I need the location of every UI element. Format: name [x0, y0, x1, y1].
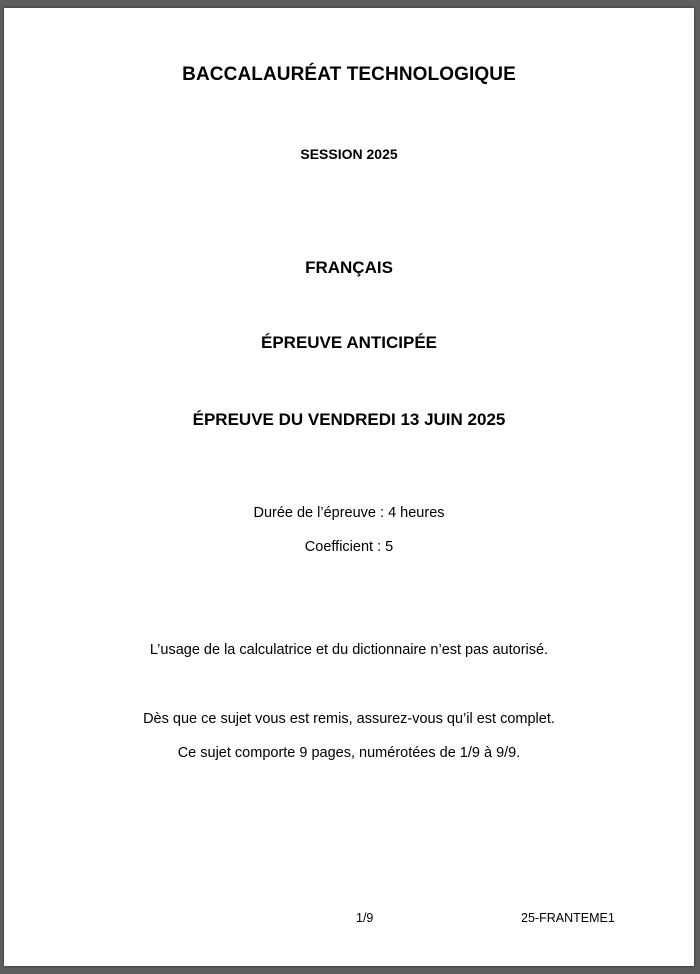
- exam-title: BACCALAURÉAT TECHNOLOGIQUE: [182, 64, 516, 85]
- completeness-notice: Dès que ce sujet vous est remis, assurez-vous qu’il est complet.: [143, 711, 555, 727]
- exam-date-label: ÉPREUVE DU VENDREDI 13 JUIN 2025: [192, 410, 506, 429]
- session-label: SESSION 2025: [300, 146, 398, 162]
- pages-notice: Ce sujet comporte 9 pages, numérotées de 1/9 à 9/9.: [177, 745, 521, 761]
- footer-document-code: 25-FRANTEME1: [521, 911, 615, 925]
- subject-label: FRANÇAIS: [305, 258, 393, 277]
- exam-type-label: ÉPREUVE ANTICIPÉE: [260, 333, 438, 352]
- document-page: [4, 8, 694, 966]
- footer-page-number: 1/9: [356, 911, 374, 925]
- calculator-notice: L’usage de la calculatrice et du dictionnaire n’est pas autorisé.: [149, 642, 549, 658]
- coefficient-text: Coefficient : 5: [304, 539, 394, 555]
- duration-text: Durée de l’épreuve : 4 heures: [253, 505, 445, 521]
